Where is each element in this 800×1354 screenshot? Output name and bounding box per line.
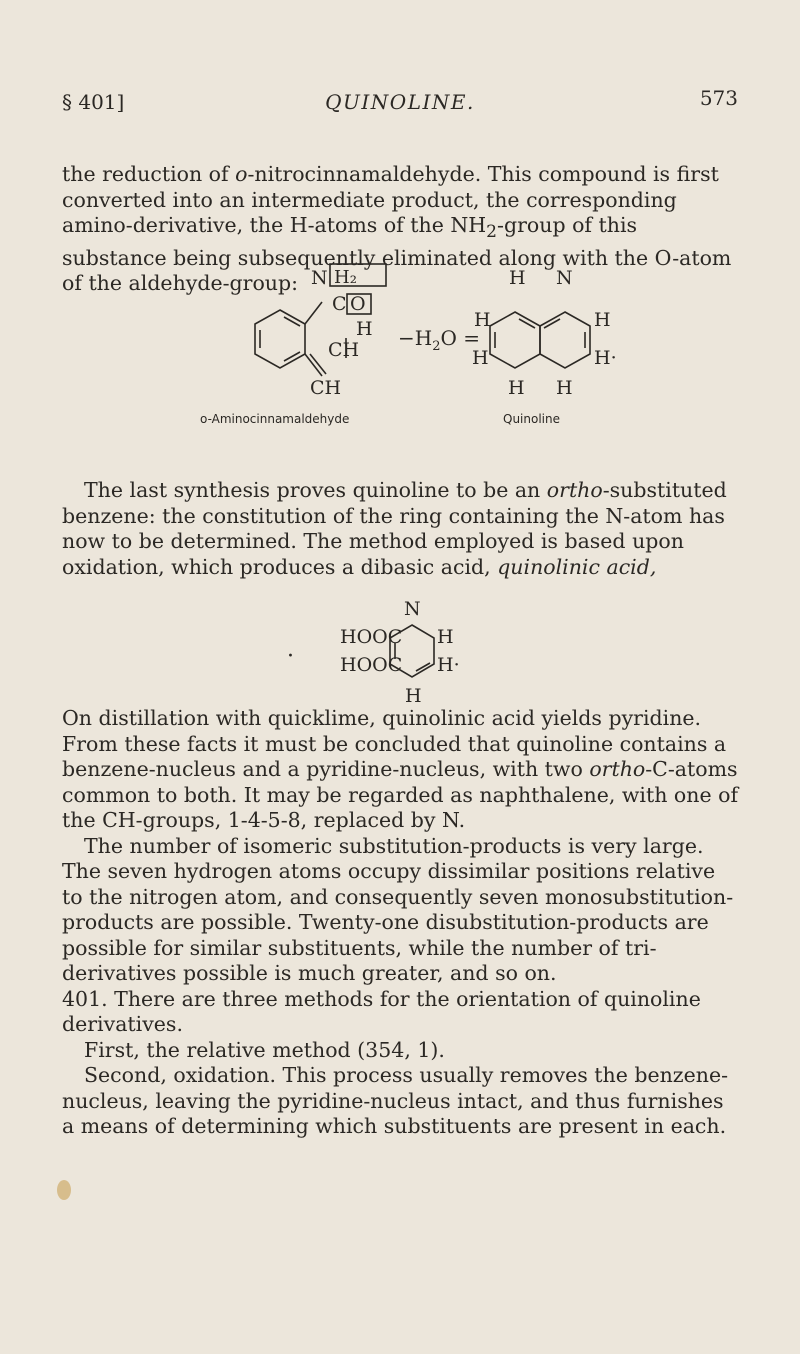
amino-n-label: N: [311, 267, 328, 289]
quinoline-h-6: H: [556, 377, 573, 399]
quinoline-h-4: H·: [594, 347, 617, 369]
aldehyde-h-label: H: [356, 318, 373, 340]
section-number: § 401]: [62, 90, 125, 114]
acid-h-3: H: [405, 685, 422, 707]
aldehyde-c-label: C: [332, 293, 347, 315]
running-title: QUINOLINE.: [325, 90, 475, 114]
caption-quinoline: Quinoline: [503, 412, 560, 426]
quinoline-h-1: H: [474, 309, 491, 331]
vinyl-ch-label-1: CH: [328, 339, 360, 361]
reaction-figure: [0, 260, 800, 460]
quinoline-n: N: [556, 267, 573, 289]
amino-h2-label: H₂: [334, 267, 357, 288]
paragraph-orientation: 401. There are three methods for the orientation of quinoline derivatives.: [62, 986, 701, 1036]
caption-aminocinnamaldehyde: o-Aminocinnamaldehyde: [200, 412, 350, 426]
acid-hooc-1: HOOC: [340, 626, 403, 648]
paragraph-isomers: The number of isomeric substitution-products is very large. The seven hydrogen atoms occupy dissimilar positions relative to the nitrogen atom, and consequently seven monosubstitution-products are possible. Twenty-one disubstitution-products are possible for similar substituents, while the number of tri-derivatives possible is much greater, and so on.: [62, 833, 734, 985]
quinoline-h-2: H: [594, 309, 611, 331]
paragraph-ortho: The last synthesis proves quinoline to be an ortho-substituted benzene: the constitution of the ring containing the N-atom has now to be determined. The method employed is based upon oxidation, which produces a dibasic acid, quinolinic acid,: [62, 478, 727, 579]
vinyl-ch-label-2: CH: [310, 377, 342, 399]
paper-stain: [57, 1180, 71, 1200]
method-first: First, the relative method (354, 1).: [84, 1037, 445, 1062]
paragraph-distillation: On distillation with quicklime, quinolinic acid yields pyridine. From these facts it must be concluded that quinoline contains a benzene-nucleus and a pyridine-nucleus, with two ortho-C-atoms common to both. It may be regarded as naphthalene, with one of the CH-groups, 1-4-5-8, replaced by N. The number of isomeric substitution-products is very large. The seven hydrogen atoms occupy dissimilar positions relative to the nitrogen atom, and consequently seven monosubstitution-products are possible. Twenty-one disubstitution-products are possible for similar substituents, while the number of tri-derivatives possible is much greater, and so on. 401. There are three methods for the orientation of quinoline derivatives. First, the relative method (354, 1). Second, oxidation. This process usually removes the benzene-nucleus, leaving the pyridine-nucleus intact, and thus furnishes a means of determining which substituents are present in each.: [62, 706, 742, 1140]
acid-n-label: N: [404, 598, 421, 620]
running-header: [62, 86, 738, 120]
minus-water: $-H_2O$ =: [398, 326, 480, 354]
quinoline-h-3: H: [472, 347, 489, 369]
quinoline-h-5: H: [508, 377, 525, 399]
quinolinic-acid-figure: [0, 585, 800, 710]
page-number: 573: [699, 86, 738, 110]
paragraph-intro: the reduction of o-nitrocinnamaldehyde. This compound is first converted into an intermediate product, the corresponding amino-derivative, the H-atoms of the $NH_2$-group of this substance being subsequently eliminated along with the O-atom of the aldehyde-group:: [62, 162, 732, 296]
method-second: Second, oxidation. This process usually removes the benzene-nucleus, leaving the pyridine-nucleus intact, and thus furnishes a means of determining which substituents are present in each.: [62, 1063, 728, 1138]
acid-h-2: H·: [437, 654, 460, 676]
quinoline-h-top: H: [509, 267, 526, 289]
acid-h-1: H: [437, 626, 454, 648]
aldehyde-o-label: O: [350, 293, 366, 315]
acid-hooc-2: HOOC: [340, 654, 403, 676]
stray-bullet: ·: [287, 644, 294, 669]
